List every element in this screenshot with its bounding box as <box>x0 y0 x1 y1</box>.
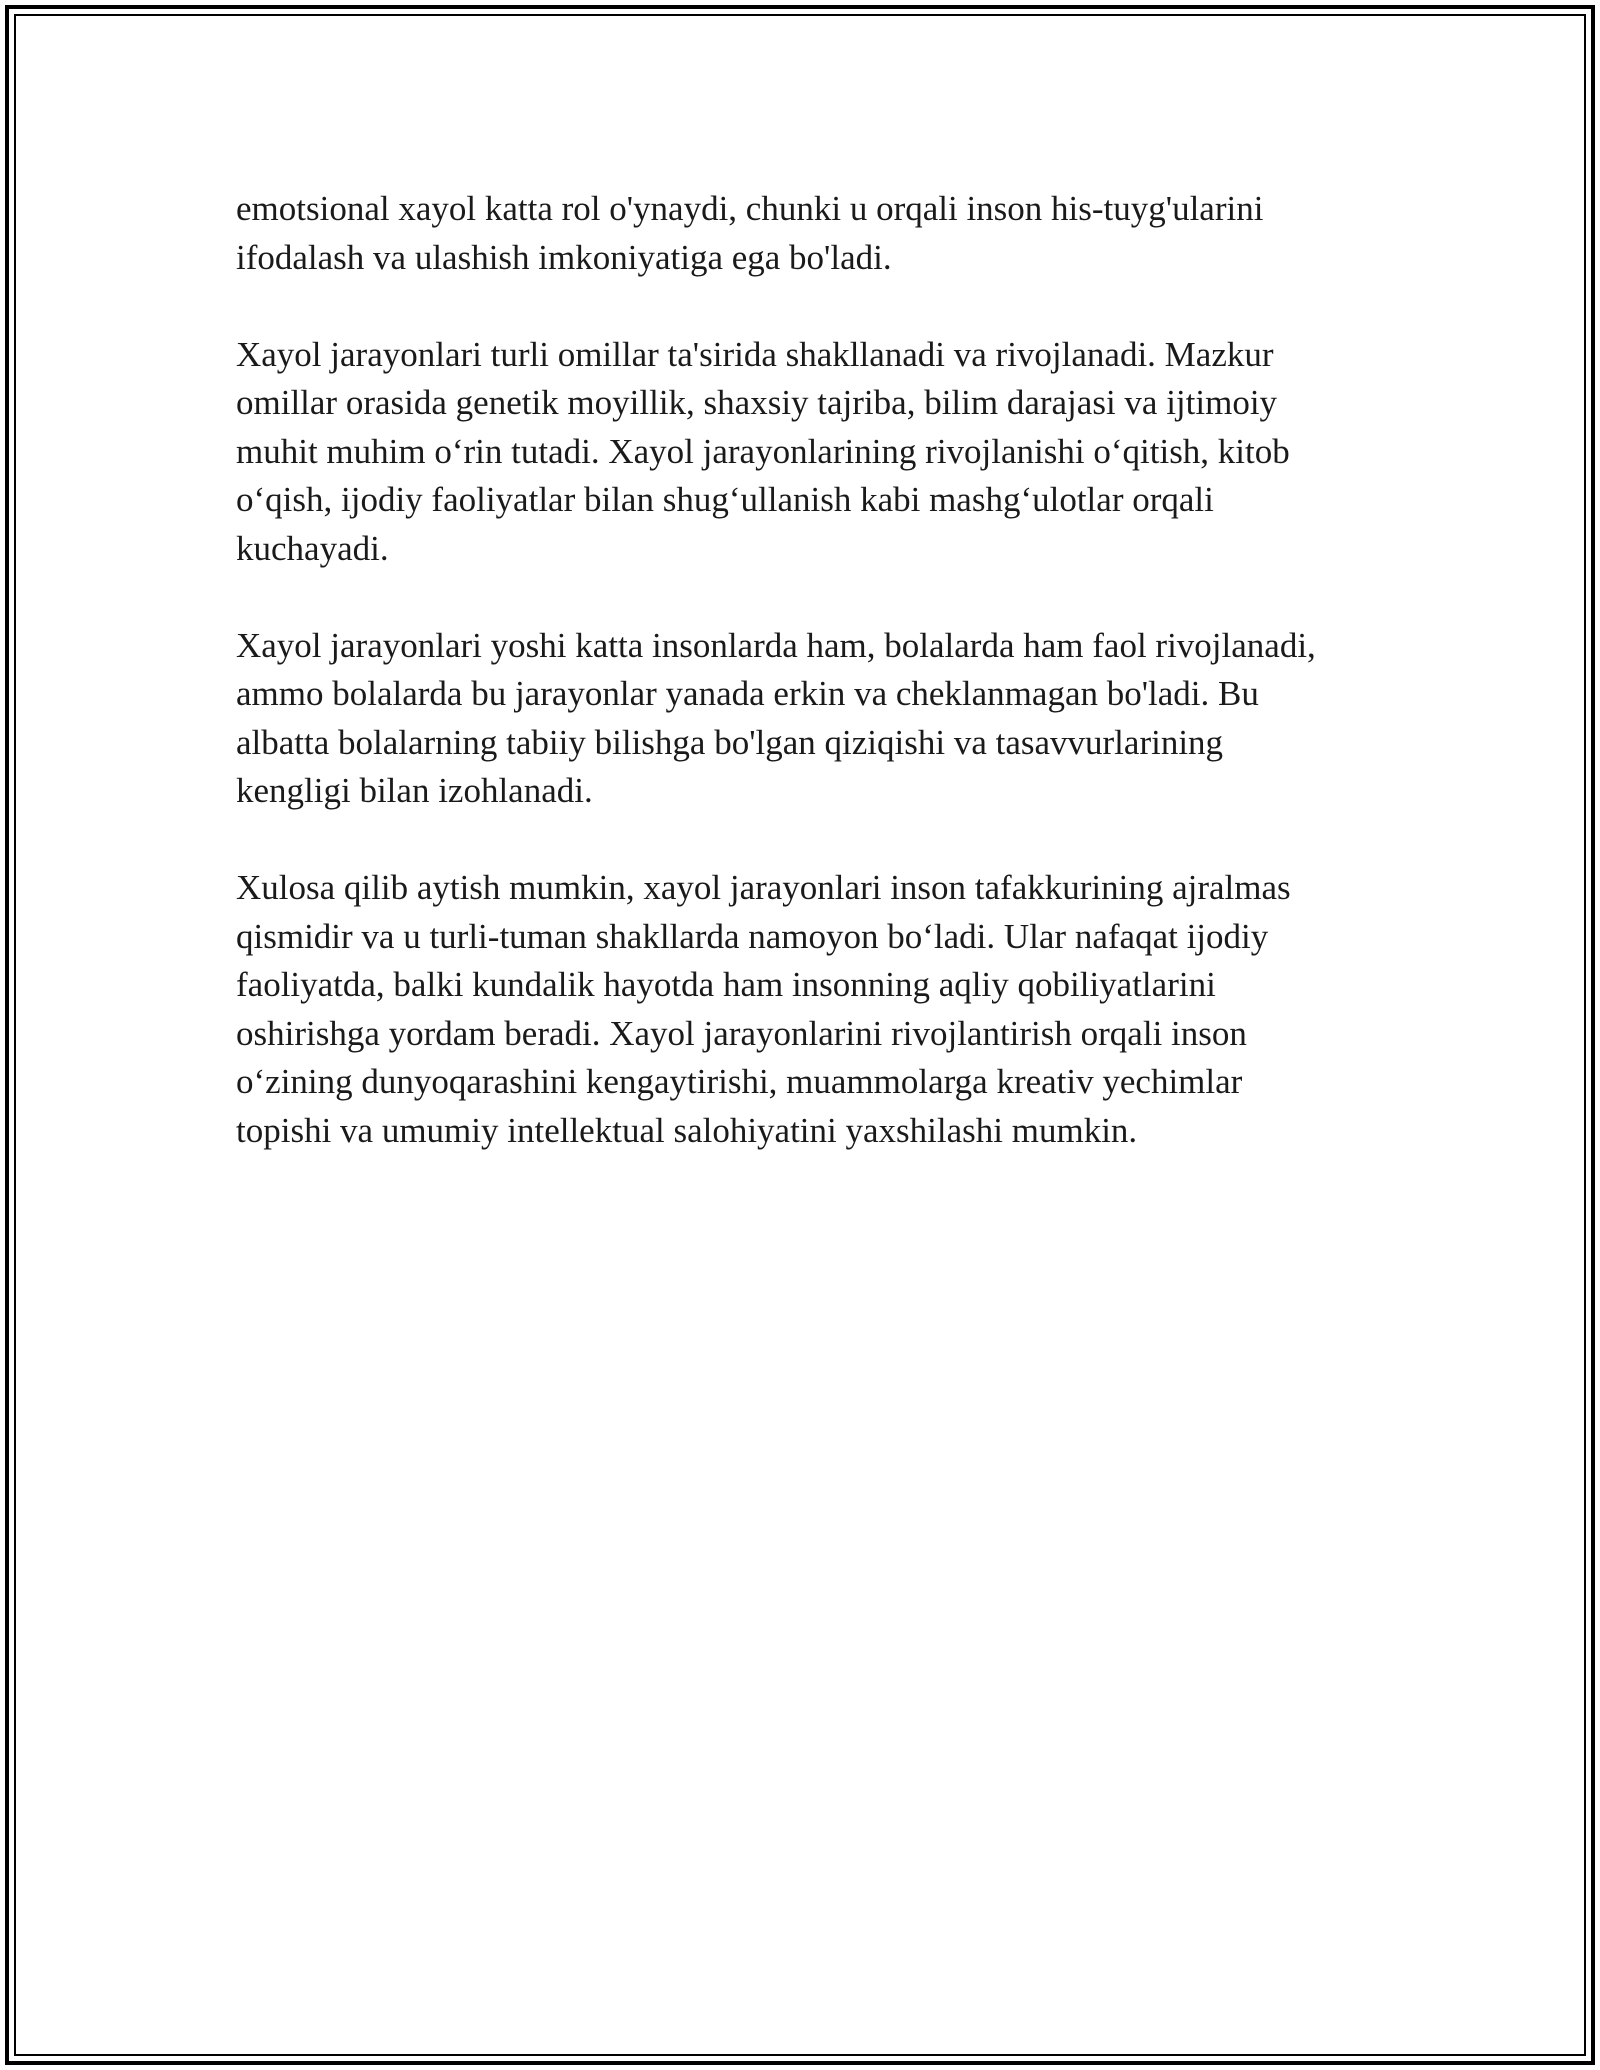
paragraph-line: emotsional xayol katta rol o'ynaydi, chunki u orqali inson his-tuyg'ularini <box>236 189 1264 228</box>
paragraph-line: omillar orasida genetik moyillik, shaxsiy tajriba, bilim darajasi va ijtimoiy <box>236 383 1278 422</box>
paragraph-line: o‘zining dunyoqarashini kengaytirishi, muammolarga kreativ yechimlar <box>236 1062 1243 1101</box>
paragraph-line: ifodalash va ulashish imkoniyatiga ega bo'ladi. <box>236 237 892 277</box>
paragraph-line: Xulosa qilib aytish mumkin, xayol jarayonlari inson tafakkurining ajralmas <box>236 868 1291 907</box>
paragraph-line: muhit muhim o‘rin tutadi. Xayol jarayonlarining rivojlanishi o‘qitish, kitob <box>236 431 1290 471</box>
paragraph-line: qismidir va u turli-tuman shakllarda namoyon bo‘ladi. Ular nafaqat ijodiy <box>236 916 1269 956</box>
paragraph-line: oshirishga yordam beradi. Xayol jarayonlarini rivojlantirish orqali inson <box>236 1013 1247 1053</box>
paragraph-line: Xayol jarayonlari yoshi katta insonlarda ham, bolalarda ham faol rivojlanadi, <box>236 625 1316 665</box>
paragraph-line: topishi va umumiy intellektual salohiyatini yaxshilashi mumkin. <box>236 1110 1138 1150</box>
paragraph-2 <box>236 331 1386 574</box>
paragraph-line: kengligi bilan izohlanadi. <box>236 771 593 810</box>
paragraph-line: kuchayadi. <box>236 528 389 568</box>
paragraph-line: albatta bolalarning tabiiy bilishga bo'lgan qiziqishi va tasavvurlarining <box>236 722 1224 762</box>
document-body <box>236 185 1386 1204</box>
paragraph-1 <box>236 185 1386 282</box>
paragraph-line: Xayol jarayonlari turli omillar ta'sirida shakllanadi va rivojlanadi. Mazkur <box>236 334 1274 374</box>
paragraph-3 <box>236 622 1386 816</box>
paragraph-line: faoliyatda, balki kundalik hayotda ham insonning aqliy qobiliyatlarini <box>236 965 1216 1004</box>
paragraph-4 <box>236 864 1386 1155</box>
paragraph-line: o‘qish, ijodiy faoliyatlar bilan shug‘ullanish kabi mashg‘ulotlar orqali <box>236 480 1214 519</box>
paragraph-line: ammo bolalarda bu jarayonlar yanada erkin va cheklanmagan bo'ladi. Bu <box>236 674 1259 713</box>
